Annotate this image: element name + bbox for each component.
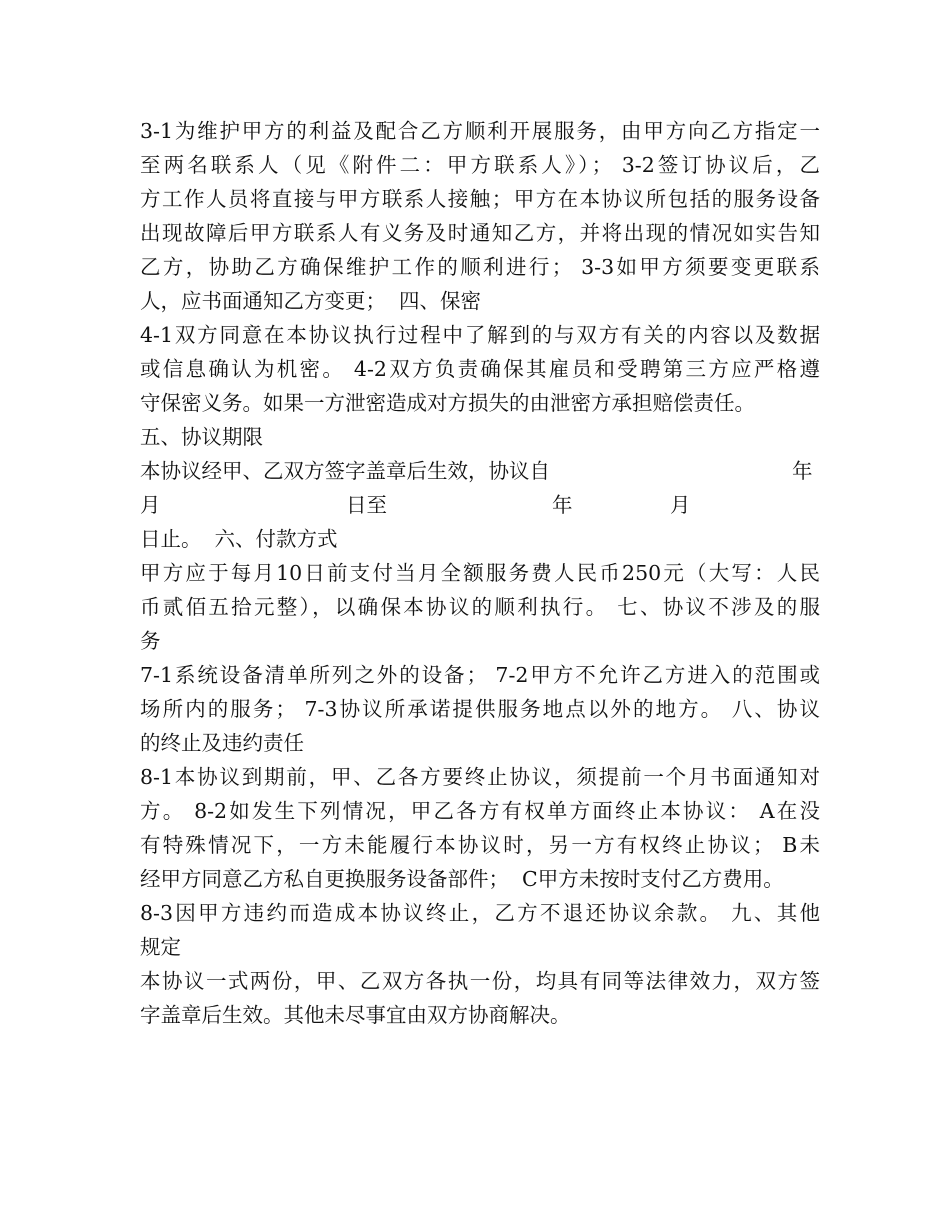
term-end-year: 年: [552, 493, 573, 517]
term-end-month: 月: [670, 493, 691, 517]
text-line: 至两名联系人（见《附件二：甲方联系人》）； 3-2签订协议后，乙: [140, 153, 820, 177]
text-line: 守保密义务。如果一方泄密造成对方损失的由泄密方承担赔偿责任。: [140, 391, 755, 415]
text-line: 日止。 六、付款方式: [140, 527, 338, 551]
text-line: 甲方应于每月10日前支付当月全额服务费人民币250元（大写：人民: [140, 561, 820, 585]
term-month: 月: [140, 493, 161, 517]
text-line: 经甲方同意乙方私自更换服务设备部件； C甲方未按时支付乙方费用。: [140, 867, 784, 891]
text-line: 人，应书面通知乙方变更； 四、保密: [140, 289, 482, 313]
section-heading: 五、协议期限: [140, 425, 263, 449]
text-line: 本协议一式两份，甲、乙双方各执一份，均具有同等法律效力，双方签: [140, 969, 820, 993]
text-line: 8-1本协议到期前，甲、乙各方要终止协议，须提前一个月书面通知对: [140, 765, 820, 789]
text-line: 务: [140, 629, 161, 653]
term-start-year: 年: [792, 459, 813, 483]
text-line: 字盖章后生效。其他未尽事宜由双方协商解决。: [140, 1003, 571, 1027]
text-line: 方工作人员将直接与甲方联系人接触；甲方在本协议所包括的服务设备: [140, 187, 820, 211]
text-line: 的终止及违约责任: [140, 731, 304, 755]
text-line: 规定: [140, 935, 181, 959]
document-body: [140, 114, 820, 1032]
term-start-text: 本协议经甲、乙双方签字盖章后生效，协议自: [140, 459, 550, 483]
text-line: 场所内的服务； 7-3协议所承诺提供服务地点以外的地方。 八、协议: [140, 697, 820, 721]
text-line: 7-1系统设备清单所列之外的设备； 7-2甲方不允许乙方进入的范围或: [140, 663, 820, 687]
text-line: 出现故障后甲方联系人有义务及时通知乙方，并将出现的情况如实告知: [140, 221, 820, 245]
text-line: 币贰佰五拾元整），以确保本协议的顺利执行。 七、协议不涉及的服: [140, 595, 820, 619]
text-line: 乙方，协助乙方确保维护工作的顺利进行； 3-3如甲方须要变更联系: [140, 255, 820, 279]
text-line: 4-1双方同意在本协议执行过程中了解到的与双方有关的内容以及数据: [140, 323, 820, 347]
text-line: 3-1为维护甲方的利益及配合乙方顺利开展服务，由甲方向乙方指定一: [140, 119, 820, 143]
text-line: 有特殊情况下，一方未能履行本协议时，另一方有权终止协议； B未: [140, 833, 820, 857]
text-line: 8-3因甲方违约而造成本协议终止，乙方不退还协议余款。 九、其他: [140, 901, 820, 925]
term-line-dates: [140, 488, 820, 522]
term-line-start: [140, 454, 820, 488]
text-line: 或信息确认为机密。 4-2双方负责确保其雇员和受聘第三方应严格遵: [140, 357, 820, 381]
text-line: 方。 8-2如发生下列情况，甲乙各方有权单方面终止本协议： A在没: [140, 799, 820, 823]
term-day-to: 日至: [346, 493, 387, 517]
